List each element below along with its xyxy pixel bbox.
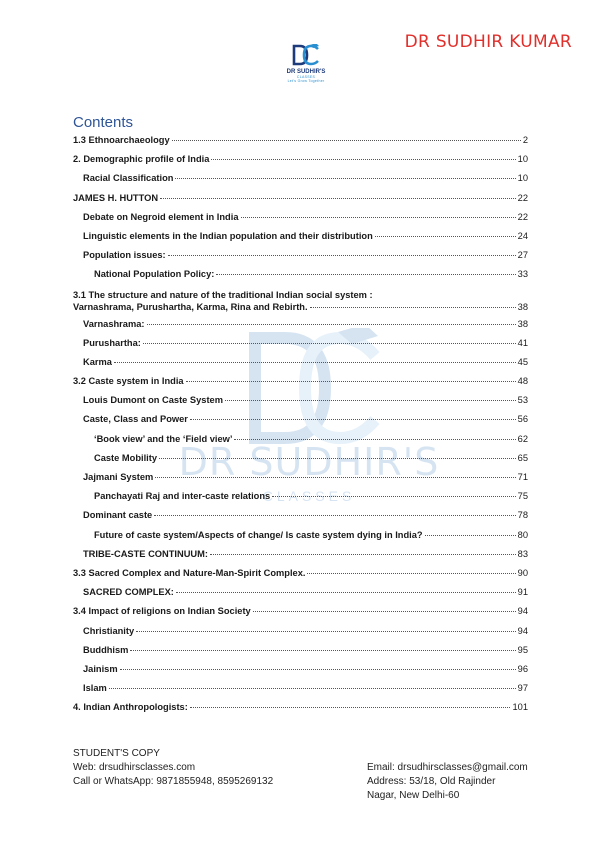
student-copy-label: STUDENT'S COPY xyxy=(73,748,160,759)
email-link[interactable]: Email: drsudhirsclasses@gmail.com xyxy=(367,762,528,773)
website-link[interactable]: Web: drsudhirsclasses.com xyxy=(73,762,196,773)
toc-entry[interactable]: 3.3 Sacred Complex and Nature-Man-Spirit Complex. 90 xyxy=(73,567,528,578)
logo-sub: CLASSES xyxy=(296,75,316,79)
phone-contact: Call or WhatsApp: 9871855948, 8595269132 xyxy=(73,776,274,787)
toc-entry[interactable]: SACRED COMPLEX: 91 xyxy=(83,587,528,598)
toc-entry[interactable]: Purushartha: 41 xyxy=(83,337,528,348)
brand-title: DR SUDHIR KUMAR xyxy=(404,32,572,52)
toc-entry[interactable]: Islam 97 xyxy=(83,683,528,694)
toc-entry[interactable]: 3.1 The structure and nature of the traditional Indian social system : Varnashrama, Purushartha, Karma, Rina and Rebirth. 38 xyxy=(73,289,528,312)
logo-tagline: Let's Grow Together xyxy=(287,79,325,83)
toc-entry[interactable]: TRIBE-CASTE CONTINUUM: 83 xyxy=(83,548,528,559)
logo xyxy=(276,44,336,83)
toc-entry[interactable]: National Population Policy: 33 xyxy=(94,269,528,280)
toc-entry[interactable]: Debate on Negroid element in India 22 xyxy=(83,211,528,222)
toc-entry[interactable]: Karma 45 xyxy=(83,356,528,367)
toc-entry[interactable]: 3.2 Caste system in India 48 xyxy=(73,376,528,387)
toc-entry[interactable]: 3.4 Impact of religions on Indian Society 94 xyxy=(73,606,528,617)
dc-logo-icon xyxy=(291,44,321,68)
toc-entry[interactable]: Racial Classification 10 xyxy=(83,173,528,184)
toc-entry[interactable]: ‘Book view’ and the ‘Field view’ 62 xyxy=(94,433,528,444)
toc-entry[interactable]: 2. Demographic profile of India 10 xyxy=(73,154,528,165)
watermark-name: DR SUDHIR'S xyxy=(178,440,440,484)
toc-entry[interactable]: Buddhism 95 xyxy=(83,644,528,655)
toc-entry[interactable]: Panchayati Raj and inter-caste relations 75 xyxy=(94,491,528,502)
toc-entry[interactable]: Louis Dumont on Caste System 53 xyxy=(83,395,528,406)
logo-name: DR SUDHIR'S xyxy=(286,69,326,75)
toc-entry[interactable]: 4. Indian Anthropologists: 101 xyxy=(73,702,528,713)
address-line-1: Address: 53/18, Old Rajinder xyxy=(367,776,496,787)
contents-title: Contents xyxy=(73,114,134,131)
toc-entry[interactable]: Caste Mobility 65 xyxy=(94,452,528,463)
toc-entry[interactable]: Jainism 96 xyxy=(83,663,528,674)
toc-entry[interactable]: Caste, Class and Power 56 xyxy=(83,414,528,425)
watermark-sub: CLASSES xyxy=(262,488,356,504)
footer-left xyxy=(73,747,273,789)
address-line-2: Nagar, New Delhi-60 xyxy=(367,790,460,801)
toc-entry[interactable]: 1.3 Ethnoarchaeology 2 xyxy=(73,135,528,145)
footer-right xyxy=(367,761,528,803)
toc-entry[interactable]: JAMES H. HUTTON 22 xyxy=(73,192,528,203)
toc-entry[interactable]: Dominant caste 78 xyxy=(83,510,528,521)
toc-entry[interactable]: Future of caste system/Aspects of change/ Is caste system dying in India? 80 xyxy=(94,529,528,540)
toc-entry[interactable]: Christianity 94 xyxy=(83,625,528,636)
toc-entry[interactable]: Linguistic elements in the Indian population and their distribution 24 xyxy=(83,230,528,241)
toc-entry[interactable]: Varnashrama: 38 xyxy=(83,318,528,329)
toc-entry[interactable]: Population issues: 27 xyxy=(83,250,528,261)
toc-entry[interactable]: Jajmani System 71 xyxy=(83,472,528,482)
table-of-contents xyxy=(73,135,528,721)
